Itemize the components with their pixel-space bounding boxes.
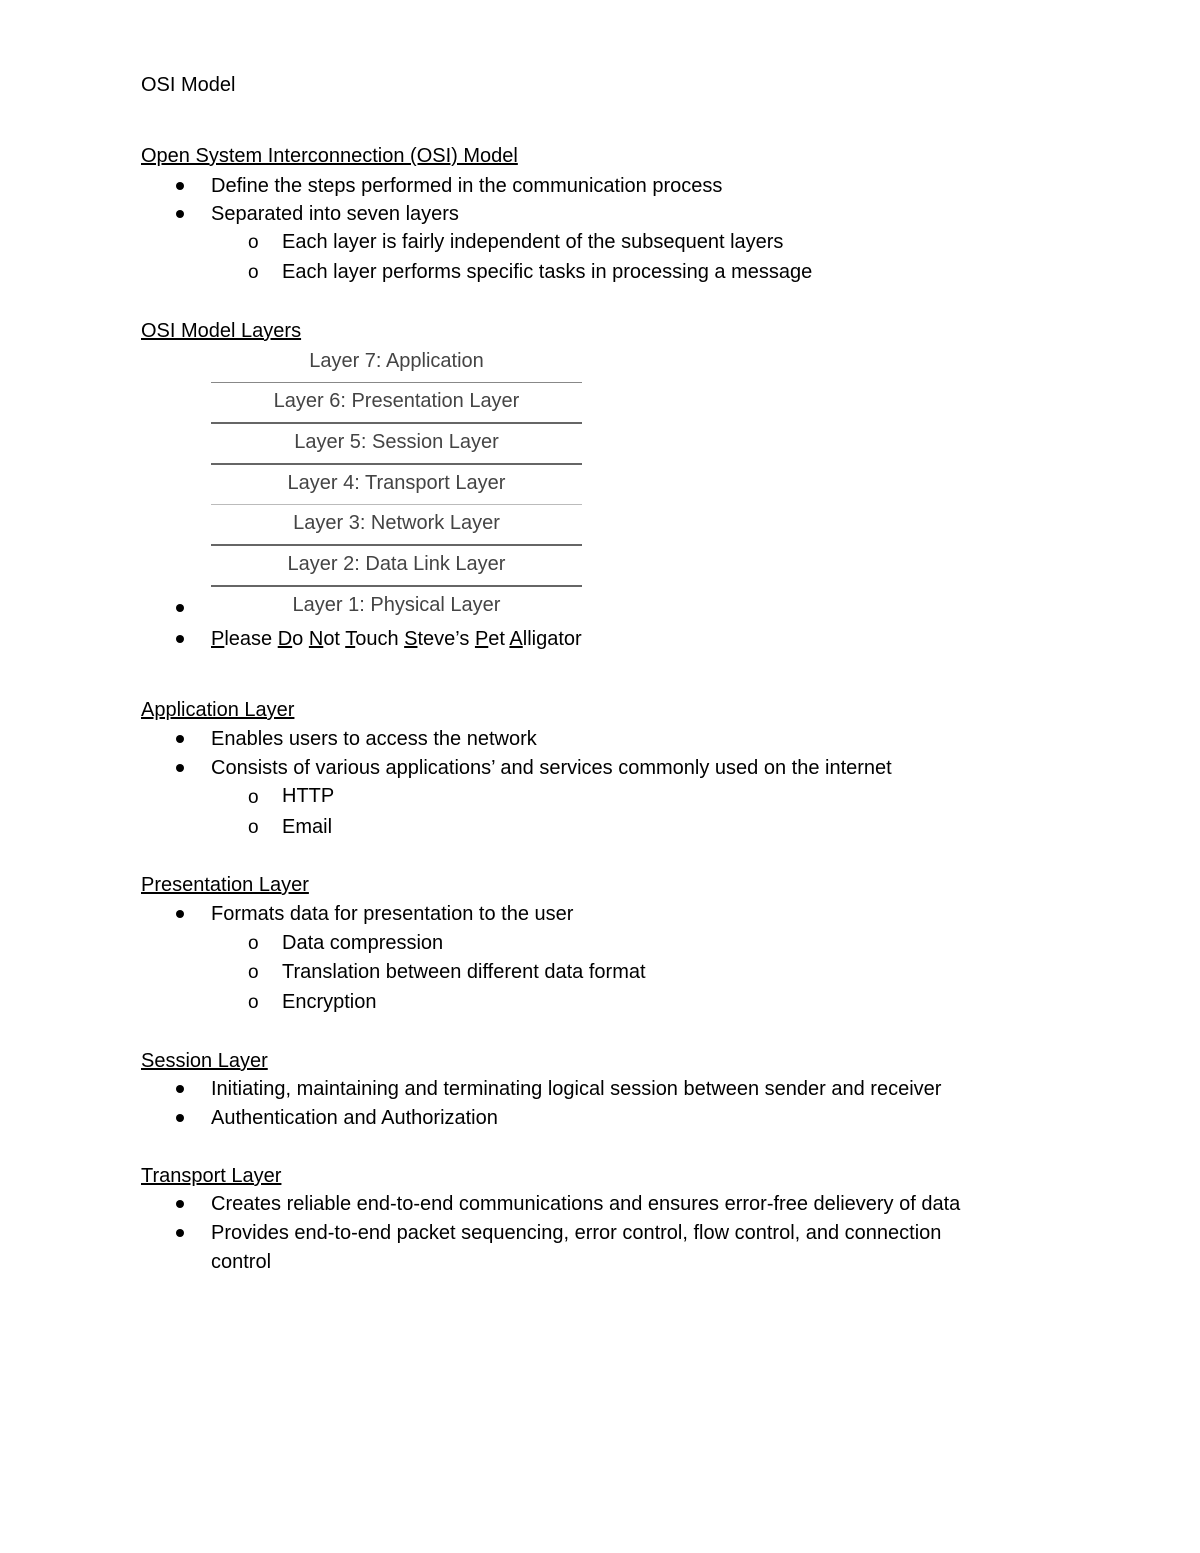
intro-heading: Open System Interconnection (OSI) Model [141,145,518,167]
bullet-icon [176,1114,184,1122]
sub-bullet-icon: o [248,933,259,954]
presentation-sub-2: Translation between different data format [282,961,646,983]
transport-bullet-2: Provides end-to-end packet sequencing, error control, flow control, and connection [211,1222,942,1244]
layer-3: Layer 3: Network Layer [293,512,500,534]
presentation-heading: Presentation Layer [141,874,309,896]
session-bullet-1: Initiating, maintaining and terminating logical session between sender and receiver [211,1078,942,1100]
bullet-icon [176,635,184,643]
mnemonic-initial: A [509,628,523,650]
bullet-icon [176,1229,184,1237]
mnemonic-rest: lease [224,628,273,650]
application-sub-1: HTTP [282,785,335,807]
bullet-icon [176,182,184,190]
mnemonic-initial: T [345,628,356,650]
presentation-bullet-1: Formats data for presentation to the user [211,903,574,925]
transport-bullet-2-cont: control [211,1251,272,1273]
transport-bullet-1: Creates reliable end-to-end communications and ensures error-free delievery of data [211,1193,961,1215]
mnemonic-initial: P [211,628,225,650]
layers-table [211,343,582,626]
bullet-icon [176,1085,184,1093]
sub-bullet-icon: o [248,787,259,808]
layer-1: Layer 1: Physical Layer [292,594,501,616]
mnemonic-rest: ouch [355,628,399,650]
sub-bullet-icon: o [248,817,259,838]
intro-bullet-1: Define the steps performed in the communication process [211,175,723,197]
sub-bullet-icon: o [248,232,259,253]
application-sub-2: Email [282,816,333,838]
intro-sub-1: Each layer is fairly independent of the subsequent layers [282,231,784,253]
document-title: OSI Model [141,74,236,96]
application-bullet-1: Enables users to access the network [211,728,537,750]
mnemonic-rest: teve’s [417,628,470,650]
mnemonic-initial: S [404,628,418,650]
sub-bullet-icon: o [248,992,259,1013]
mnemonic-rest: ot [323,628,340,650]
session-heading: Session Layer [141,1050,268,1072]
sub-bullet-icon: o [248,962,259,983]
bullet-icon [176,764,184,772]
mnemonic-initial: D [277,628,293,650]
bullet-icon [176,735,184,743]
sub-bullet-icon: o [248,262,259,283]
presentation-sub-3: Encryption [282,991,377,1013]
intro-sub-2: Each layer performs specific tasks in processing a message [282,261,813,283]
layer-5: Layer 5: Session Layer [294,431,499,453]
application-bullet-2: Consists of various applications’ and services commonly used on the internet [211,757,892,779]
mnemonic-initial: P [474,628,489,650]
layers-heading: OSI Model Layers [141,320,302,342]
mnemonic-initial: N [308,628,324,650]
presentation-sub-1: Data compression [282,932,444,954]
bullet-icon [176,1200,184,1208]
bullet-icon [176,210,184,218]
layer-7: Layer 7: Application [309,350,484,372]
intro-bullet-2: Separated into seven layers [211,203,459,225]
layer-6: Layer 6: Presentation Layer [273,390,520,412]
mnemonic-rest: lligator [522,628,582,650]
transport-heading: Transport Layer [141,1165,282,1187]
mnemonic-rest: o [292,628,304,650]
mnemonic-rest: et [488,628,505,650]
layer-4: Layer 4: Transport Layer [287,472,506,494]
session-bullet-2: Authentication and Authorization [211,1107,498,1129]
bullet-icon [176,910,184,918]
layer-2: Layer 2: Data Link Layer [287,553,506,575]
application-heading: Application Layer [141,699,295,721]
bullet-icon [176,604,184,612]
mnemonic [211,627,582,651]
